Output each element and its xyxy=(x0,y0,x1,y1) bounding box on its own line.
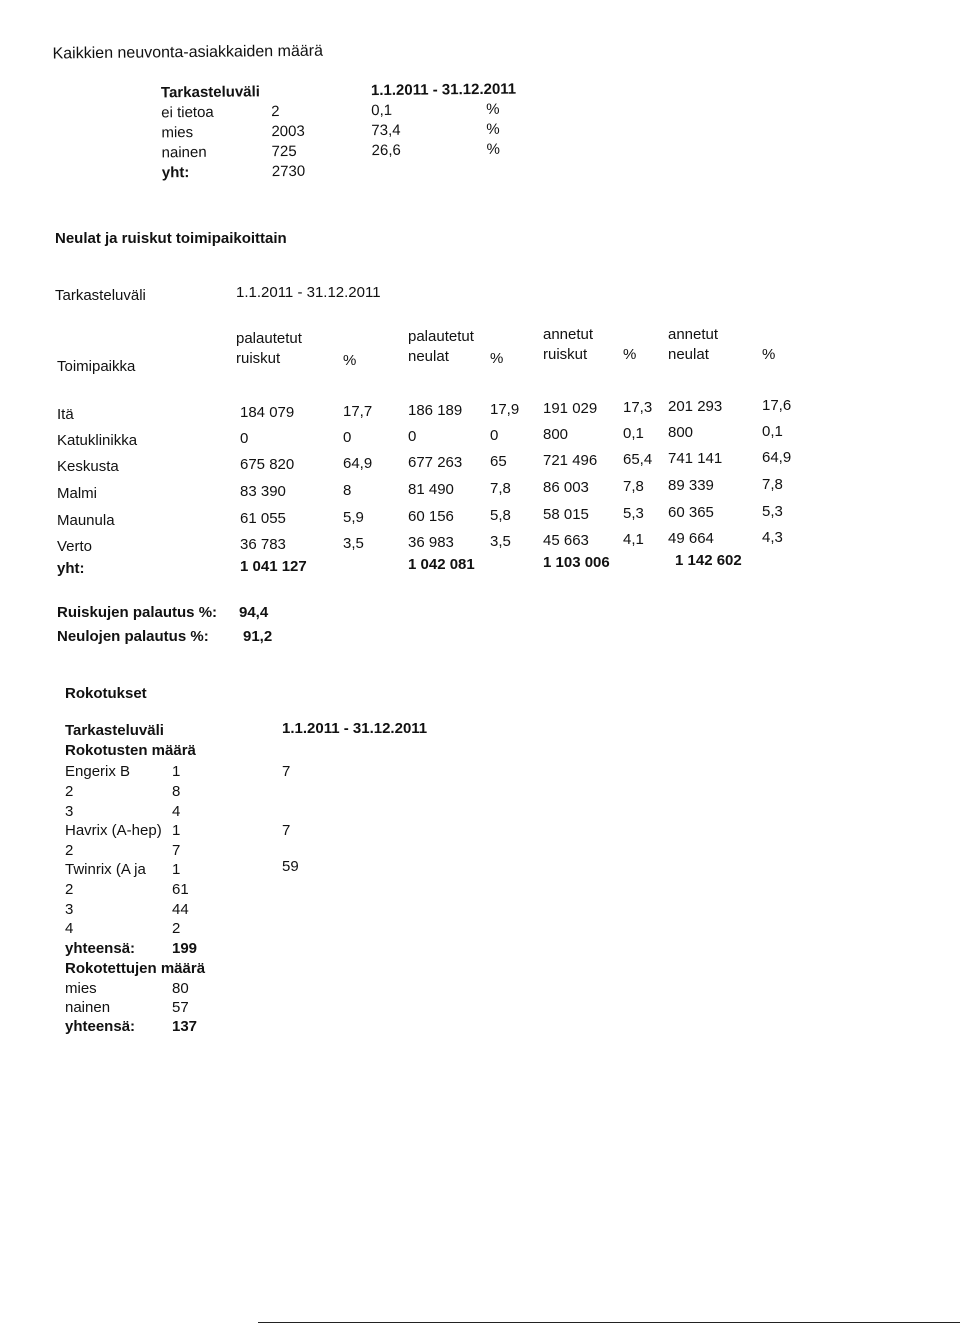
row-count: 2003 xyxy=(271,122,305,141)
cell: 5,9 xyxy=(343,509,364,526)
total-label: yht: xyxy=(57,560,85,577)
header-place: Toimipaikka xyxy=(57,358,136,375)
cell: 0,1 xyxy=(762,423,783,440)
vacc-count-label: Rokotusten määrä xyxy=(65,742,196,759)
syringe-return-label: Ruiskujen palautus %: xyxy=(57,604,218,621)
cell: 86 003 xyxy=(543,479,589,496)
total-count: 2730 xyxy=(271,162,306,181)
total-cell: 1 103 006 xyxy=(543,554,610,571)
vacc-label: 3 xyxy=(65,803,74,820)
cell: 60 156 xyxy=(408,508,454,525)
cell: 721 496 xyxy=(543,452,598,469)
cell: 677 263 xyxy=(408,454,463,471)
syringe-return-value: 94,4 xyxy=(239,604,269,621)
header-col5-line2: ruiskut xyxy=(543,346,588,363)
cell: 17,9 xyxy=(490,401,520,418)
row-pct: 0,1 xyxy=(371,101,393,120)
section-client-counts xyxy=(0,0,960,200)
total-label: yhteensä: xyxy=(65,940,136,957)
total-cell: 1 041 127 xyxy=(240,558,307,575)
footer-rule xyxy=(258,1322,960,1323)
vacc-total: 7 xyxy=(282,822,291,839)
row-place: Keskusta xyxy=(57,458,119,475)
header-col7-line1: annetut xyxy=(668,326,719,343)
cell: 5,8 xyxy=(490,507,511,524)
row-place: Verto xyxy=(57,538,93,555)
cell: 7,8 xyxy=(623,478,644,495)
vacc-label: 4 xyxy=(65,920,74,937)
cell: 8 xyxy=(343,482,352,499)
cell: 0 xyxy=(408,428,417,445)
section-title: Kaikkien neuvonta-asiakkaiden määrä xyxy=(52,42,324,63)
cell: 17,6 xyxy=(762,397,792,414)
cell: 7,8 xyxy=(490,480,511,497)
vacc-value: 7 xyxy=(172,842,181,859)
vacc-value: 8 xyxy=(172,783,181,800)
cell: 0,1 xyxy=(623,425,644,442)
cell: 3,5 xyxy=(490,533,511,550)
cell: 17,7 xyxy=(343,403,373,420)
cell: 36 983 xyxy=(408,534,454,551)
row-label: mies xyxy=(161,123,194,142)
period-label: Tarkasteluväli xyxy=(65,722,164,739)
period-value: 1.1.2011 - 31.12.2011 xyxy=(282,720,428,737)
cell: 81 490 xyxy=(408,481,454,498)
period-value: 1.1.2011 - 31.12.2011 xyxy=(236,284,381,301)
needle-return-value: 91,2 xyxy=(243,628,273,645)
vaccinated-total-value: 137 xyxy=(172,1018,198,1035)
header-col3-line1: palautetut xyxy=(408,328,474,345)
total-value: 199 xyxy=(172,940,198,957)
cell: 0 xyxy=(240,430,249,447)
header-col3-line2: neulat xyxy=(408,348,449,365)
row-place: Maunula xyxy=(57,512,115,529)
total-label: yht: xyxy=(161,164,190,182)
cell: 45 663 xyxy=(543,532,589,549)
cell: 65,4 xyxy=(623,451,653,468)
row-pct: 26,6 xyxy=(371,141,401,160)
vacc-label: 2 xyxy=(65,783,74,800)
total-cell: 1 042 081 xyxy=(408,556,475,573)
cell: 64,9 xyxy=(762,449,792,466)
row-label: nainen xyxy=(161,143,207,162)
vacc-total: 59 xyxy=(282,858,299,875)
header-col8: % xyxy=(762,346,776,363)
vacc-value: 1 xyxy=(172,861,181,878)
total-cell: 1 142 602 xyxy=(675,552,742,569)
header-col6: % xyxy=(623,346,637,363)
vacc-value: 1 xyxy=(172,763,181,780)
cell: 61 055 xyxy=(240,510,286,527)
vacc-label: Engerix B xyxy=(65,763,131,780)
cell: 4,1 xyxy=(623,531,644,548)
vaccinated-value: 57 xyxy=(172,999,189,1016)
vacc-value: 2 xyxy=(172,920,181,937)
vacc-value: 61 xyxy=(172,881,189,898)
cell: 0 xyxy=(490,427,499,444)
row-unit: % xyxy=(486,120,500,138)
row-place: Itä xyxy=(57,406,74,423)
cell: 800 xyxy=(543,426,569,443)
cell: 60 365 xyxy=(668,504,714,521)
cell: 0 xyxy=(343,429,352,446)
row-count: 725 xyxy=(271,142,297,161)
row-unit: % xyxy=(486,100,500,118)
vacc-label: 3 xyxy=(65,901,74,918)
cell: 675 820 xyxy=(240,456,295,473)
vaccinated-label-item: nainen xyxy=(65,999,111,1016)
cell: 7,8 xyxy=(762,476,783,493)
period-label: Tarkasteluväli xyxy=(160,83,261,102)
cell: 83 390 xyxy=(240,483,286,500)
cell: 17,3 xyxy=(623,399,653,416)
cell: 800 xyxy=(668,424,694,441)
vacc-value: 44 xyxy=(172,901,189,918)
cell: 3,5 xyxy=(343,535,364,552)
cell: 186 189 xyxy=(408,402,463,419)
header-col1-line1: palautetut xyxy=(236,330,302,347)
vaccinated-label-item: mies xyxy=(65,980,97,997)
vacc-label: 2 xyxy=(65,881,74,898)
vacc-label: Havrix (A-hep) xyxy=(65,822,162,839)
period-value: 1.1.2011 - 31.12.2011 xyxy=(370,80,517,100)
cell: 5,3 xyxy=(623,505,644,522)
header-col7-line2: neulat xyxy=(668,346,709,363)
cell: 741 141 xyxy=(668,450,723,467)
cell: 4,3 xyxy=(762,529,783,546)
row-unit: % xyxy=(486,140,501,158)
cell: 89 339 xyxy=(668,477,714,494)
vacc-label: Twinrix (A ja xyxy=(65,861,146,878)
header-col2: % xyxy=(343,352,357,369)
cell: 36 783 xyxy=(240,536,286,553)
row-place: Malmi xyxy=(57,485,97,502)
header-col5-line1: annetut xyxy=(543,326,594,343)
section-title: Neulat ja ruiskut toimipaikoittain xyxy=(55,230,287,247)
row-count: 2 xyxy=(271,103,280,121)
vacc-label: 2 xyxy=(65,842,74,859)
cell: 65 xyxy=(490,453,507,470)
cell: 58 015 xyxy=(543,506,589,523)
vaccinated-label: Rokotettujen määrä xyxy=(65,960,206,977)
cell: 191 029 xyxy=(543,400,598,417)
vacc-total: 7 xyxy=(282,763,291,780)
vaccinated-value: 80 xyxy=(172,980,189,997)
header-col1-line2: ruiskut xyxy=(236,350,281,367)
cell: 184 079 xyxy=(240,404,295,421)
vaccinated-total-label: yhteensä: xyxy=(65,1018,136,1035)
vacc-value: 4 xyxy=(172,803,181,820)
cell: 5,3 xyxy=(762,503,783,520)
header-col4: % xyxy=(490,350,504,367)
period-label: Tarkasteluväli xyxy=(55,287,146,304)
row-label: ei tietoa xyxy=(161,103,214,122)
row-pct: 73,4 xyxy=(371,121,401,140)
cell: 201 293 xyxy=(668,398,723,415)
section-title: Rokotukset xyxy=(65,685,147,702)
cell: 49 664 xyxy=(668,530,714,547)
cell: 64,9 xyxy=(343,455,373,472)
needle-return-label: Neulojen palautus %: xyxy=(57,628,209,645)
vacc-value: 1 xyxy=(172,822,181,839)
row-place: Katuklinikka xyxy=(57,432,138,449)
